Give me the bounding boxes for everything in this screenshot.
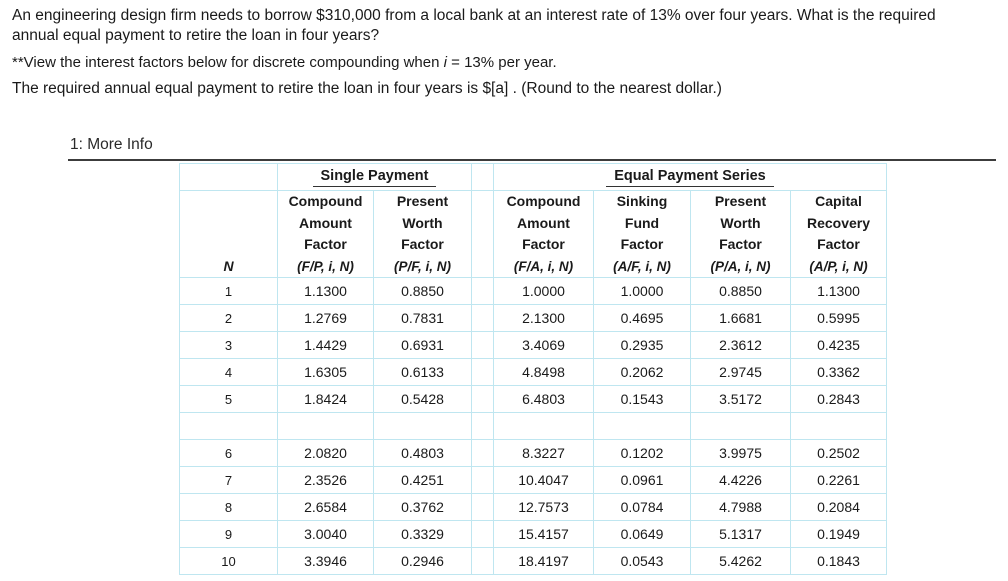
table-row [180,548,887,575]
factor-cell: 0.5428 [374,386,472,413]
table-row [180,386,887,413]
factor-cell: 5.1317 [691,521,791,548]
factor-cell: 3.3946 [278,548,374,575]
factor-cell: 1.2769 [278,305,374,332]
factor-cell: 4.8498 [494,359,594,386]
factor-cell: 0.2062 [594,359,691,386]
factor-cell: 0.2084 [791,494,887,521]
factor-cell: 0.0649 [594,521,691,548]
column-header-row [180,191,887,278]
row-separator [472,521,494,548]
col-fa-line3: Factor [522,236,565,252]
row-separator [472,278,494,305]
note-variable: i [443,54,447,71]
header-separator [472,191,494,278]
more-info-divider [68,159,996,161]
factor-cell: 0.1949 [791,521,887,548]
factor-cell: 12.7573 [494,494,594,521]
group-header-row [180,164,887,191]
factor-cell: 0.1202 [594,440,691,467]
note-prefix: **View the interest factors below for discrete compounding when [12,54,444,71]
spacer-cell [691,413,791,440]
n-cell: 1 [180,278,278,305]
factor-cell: 0.4251 [374,467,472,494]
row-separator [472,494,494,521]
note-suffix: = 13% per year. [446,54,557,71]
col-pa-line1: Present [714,193,767,209]
col-fp-line1: Compound [288,193,363,209]
col-pa-line2: Worth [720,214,761,231]
col-pf-line2: Worth [402,214,443,231]
spacer-cell [494,413,594,440]
factor-cell: 0.6931 [374,332,472,359]
factor-cell: 3.5172 [691,386,791,413]
row-separator [472,305,494,332]
col-fp-line2: Amount [299,214,352,231]
col-fa-line1: Compound [506,193,581,209]
factor-cell: 0.2261 [791,467,887,494]
factor-cell: 4.7988 [691,494,791,521]
table-row [180,494,887,521]
col-fa-line2: Amount [517,214,570,231]
group-single-label: Single Payment [313,167,437,187]
factor-cell: 1.6681 [691,305,791,332]
col-fp-line3: Factor [304,236,347,252]
factor-cell: 0.1543 [594,386,691,413]
factor-cell: 2.0820 [278,440,374,467]
group-header-single [278,164,472,191]
col-header-pa [691,191,791,278]
row-separator [472,332,494,359]
table-row [180,467,887,494]
n-cell: 8 [180,494,278,521]
col-header-fp [278,191,374,278]
answer-prompt: The required annual equal payment to retire the loan in four years is $[a] . (Round to the nearest dollar.) [12,80,722,97]
row-separator [472,467,494,494]
row-separator [472,386,494,413]
n-cell: 10 [180,548,278,575]
factor-table-body [180,278,887,575]
n-cell: 5 [180,386,278,413]
table-row [180,332,887,359]
factor-cell: 2.6584 [278,494,374,521]
more-info-title: 1: More Info [70,136,153,153]
factor-cell: 0.2935 [594,332,691,359]
factor-cell: 0.7831 [374,305,472,332]
factor-cell: 0.6133 [374,359,472,386]
factor-cell: 1.6305 [278,359,374,386]
factor-cell: 1.0000 [494,278,594,305]
factor-cell: 1.4429 [278,332,374,359]
n-cell: 9 [180,521,278,548]
col-fp-notation: (F/P, i, N) [297,258,354,274]
col-af-line2: Fund [624,214,660,231]
group-header-equal [494,164,887,191]
table-row [180,521,887,548]
spacer-cell [791,413,887,440]
table-row [180,278,887,305]
factor-cell: 0.2502 [791,440,887,467]
col-header-ap [791,191,887,278]
factor-cell: 0.4235 [791,332,887,359]
factor-cell: 1.0000 [594,278,691,305]
factor-cell: 1.1300 [791,278,887,305]
col-pa-line3: Factor [719,236,762,252]
spacer-cell [278,413,374,440]
factor-cell: 0.2843 [791,386,887,413]
spacer-cell [472,413,494,440]
factor-cell: 0.2946 [374,548,472,575]
factor-cell: 3.4069 [494,332,594,359]
col-ap-line2: Recovery [806,214,871,231]
col-header-pf [374,191,472,278]
n-cell: 7 [180,467,278,494]
factor-cell: 0.0543 [594,548,691,575]
col-ap-notation: (A/P, i, N) [809,258,868,274]
factor-cell: 0.4803 [374,440,472,467]
col-ap-line1: Capital [815,193,862,209]
table-row [180,305,887,332]
factor-cell: 5.4262 [691,548,791,575]
col-pf-notation: (P/F, i, N) [394,258,451,274]
col-pa-notation: (P/A, i, N) [710,258,771,274]
n-cell: 6 [180,440,278,467]
col-af-line1: Sinking [616,193,668,209]
col-pf-line1: Present [396,193,449,209]
factor-cell: 2.1300 [494,305,594,332]
factor-cell: 3.9975 [691,440,791,467]
n-header [180,191,278,278]
factor-cell: 10.4047 [494,467,594,494]
table-row [180,440,887,467]
col-af-line3: Factor [620,236,664,252]
col-header-af [594,191,691,278]
question-line-1: An engineering design firm needs to borrow $310,000 from a local bank at an interest rate of 13% over four years. What is the required [12,7,936,24]
factor-cell: 18.4197 [494,548,594,575]
n-cell: 4 [180,359,278,386]
factor-cell: 0.3362 [791,359,887,386]
n-cell: 2 [180,305,278,332]
factor-cell: 0.0784 [594,494,691,521]
factor-cell: 6.4803 [494,386,594,413]
row-separator [472,548,494,575]
row-separator [472,359,494,386]
factor-cell: 1.1300 [278,278,374,305]
group-equal-label: Equal Payment Series [606,167,774,187]
col-af-notation: (A/F, i, N) [613,258,671,274]
factor-cell: 0.8850 [691,278,791,305]
factor-cell: 15.4157 [494,521,594,548]
factor-cell: 0.8850 [374,278,472,305]
factor-cell: 4.4226 [691,467,791,494]
n-header-label: N [223,257,234,274]
factor-cell: 0.1843 [791,548,887,575]
factor-cell: 0.0961 [594,467,691,494]
question-line-2: annual equal payment to retire the loan in four years? [12,27,380,44]
group-separator [472,164,494,191]
n-cell: 3 [180,332,278,359]
factor-cell: 0.4695 [594,305,691,332]
factor-cell: 8.3227 [494,440,594,467]
col-header-fa [494,191,594,278]
factor-cell: 2.3526 [278,467,374,494]
factor-cell: 0.3329 [374,521,472,548]
spacer-cell [374,413,472,440]
col-fa-notation: (F/A, i, N) [513,258,574,274]
factor-cell: 1.8424 [278,386,374,413]
spacer-cell [594,413,691,440]
row-separator [472,440,494,467]
factor-cell: 2.9745 [691,359,791,386]
interest-note [12,54,557,71]
factor-cell: 3.0040 [278,521,374,548]
spacer-cell [180,413,278,440]
question-text [12,6,1006,46]
factor-cell: 2.3612 [691,332,791,359]
col-pf-line3: Factor [401,236,444,252]
table-row [180,359,887,386]
factor-cell: 0.5995 [791,305,887,332]
group-spacer-row [180,413,887,440]
col-ap-line3: Factor [817,236,860,252]
interest-factor-table [179,163,887,575]
group-header-blank [180,164,278,191]
factor-cell: 0.3762 [374,494,472,521]
